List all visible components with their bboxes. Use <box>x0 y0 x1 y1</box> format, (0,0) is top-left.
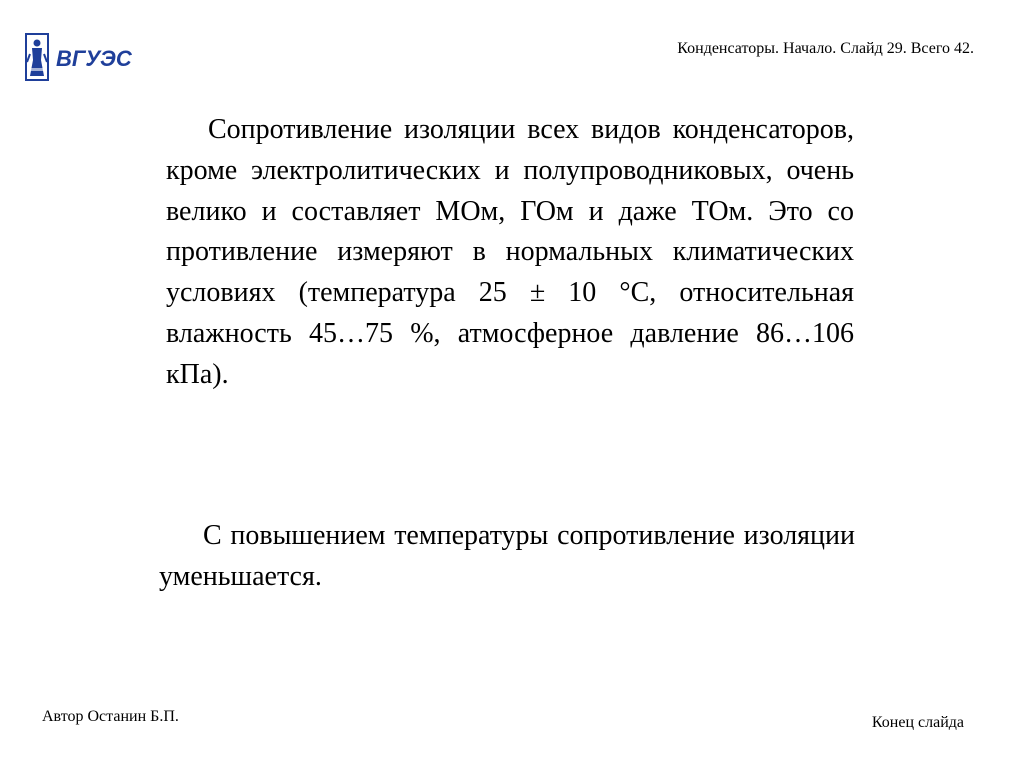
paragraph-insulation-resistance: Сопротивление изоляции всех видов конденсаторов, кроме электролитических и полупроводниковых, очень велико и составляет МОм, ГОм и даже ТОм. Это со противление измеряют в нормальных климатических условиях (температура 25 ± 10 °С, относительная влажность 45…75 %, атмосферное давление 86…106 кПа). <box>166 114 854 390</box>
author-caption: Автор Останин Б.П. <box>42 708 179 725</box>
logo-emblem-icon <box>24 32 144 84</box>
svg-text:ВГУЭС: ВГУЭС <box>56 46 132 71</box>
end-slide-link[interactable]: Конец слайда <box>871 714 964 731</box>
university-logo <box>24 32 144 84</box>
slide-header-title: Конденсаторы. Начало. Слайд 29. Всего 42. <box>677 40 974 57</box>
paragraph-temperature-effect: С повышением температуры сопротивление изоляции уменьшается. <box>159 520 855 592</box>
